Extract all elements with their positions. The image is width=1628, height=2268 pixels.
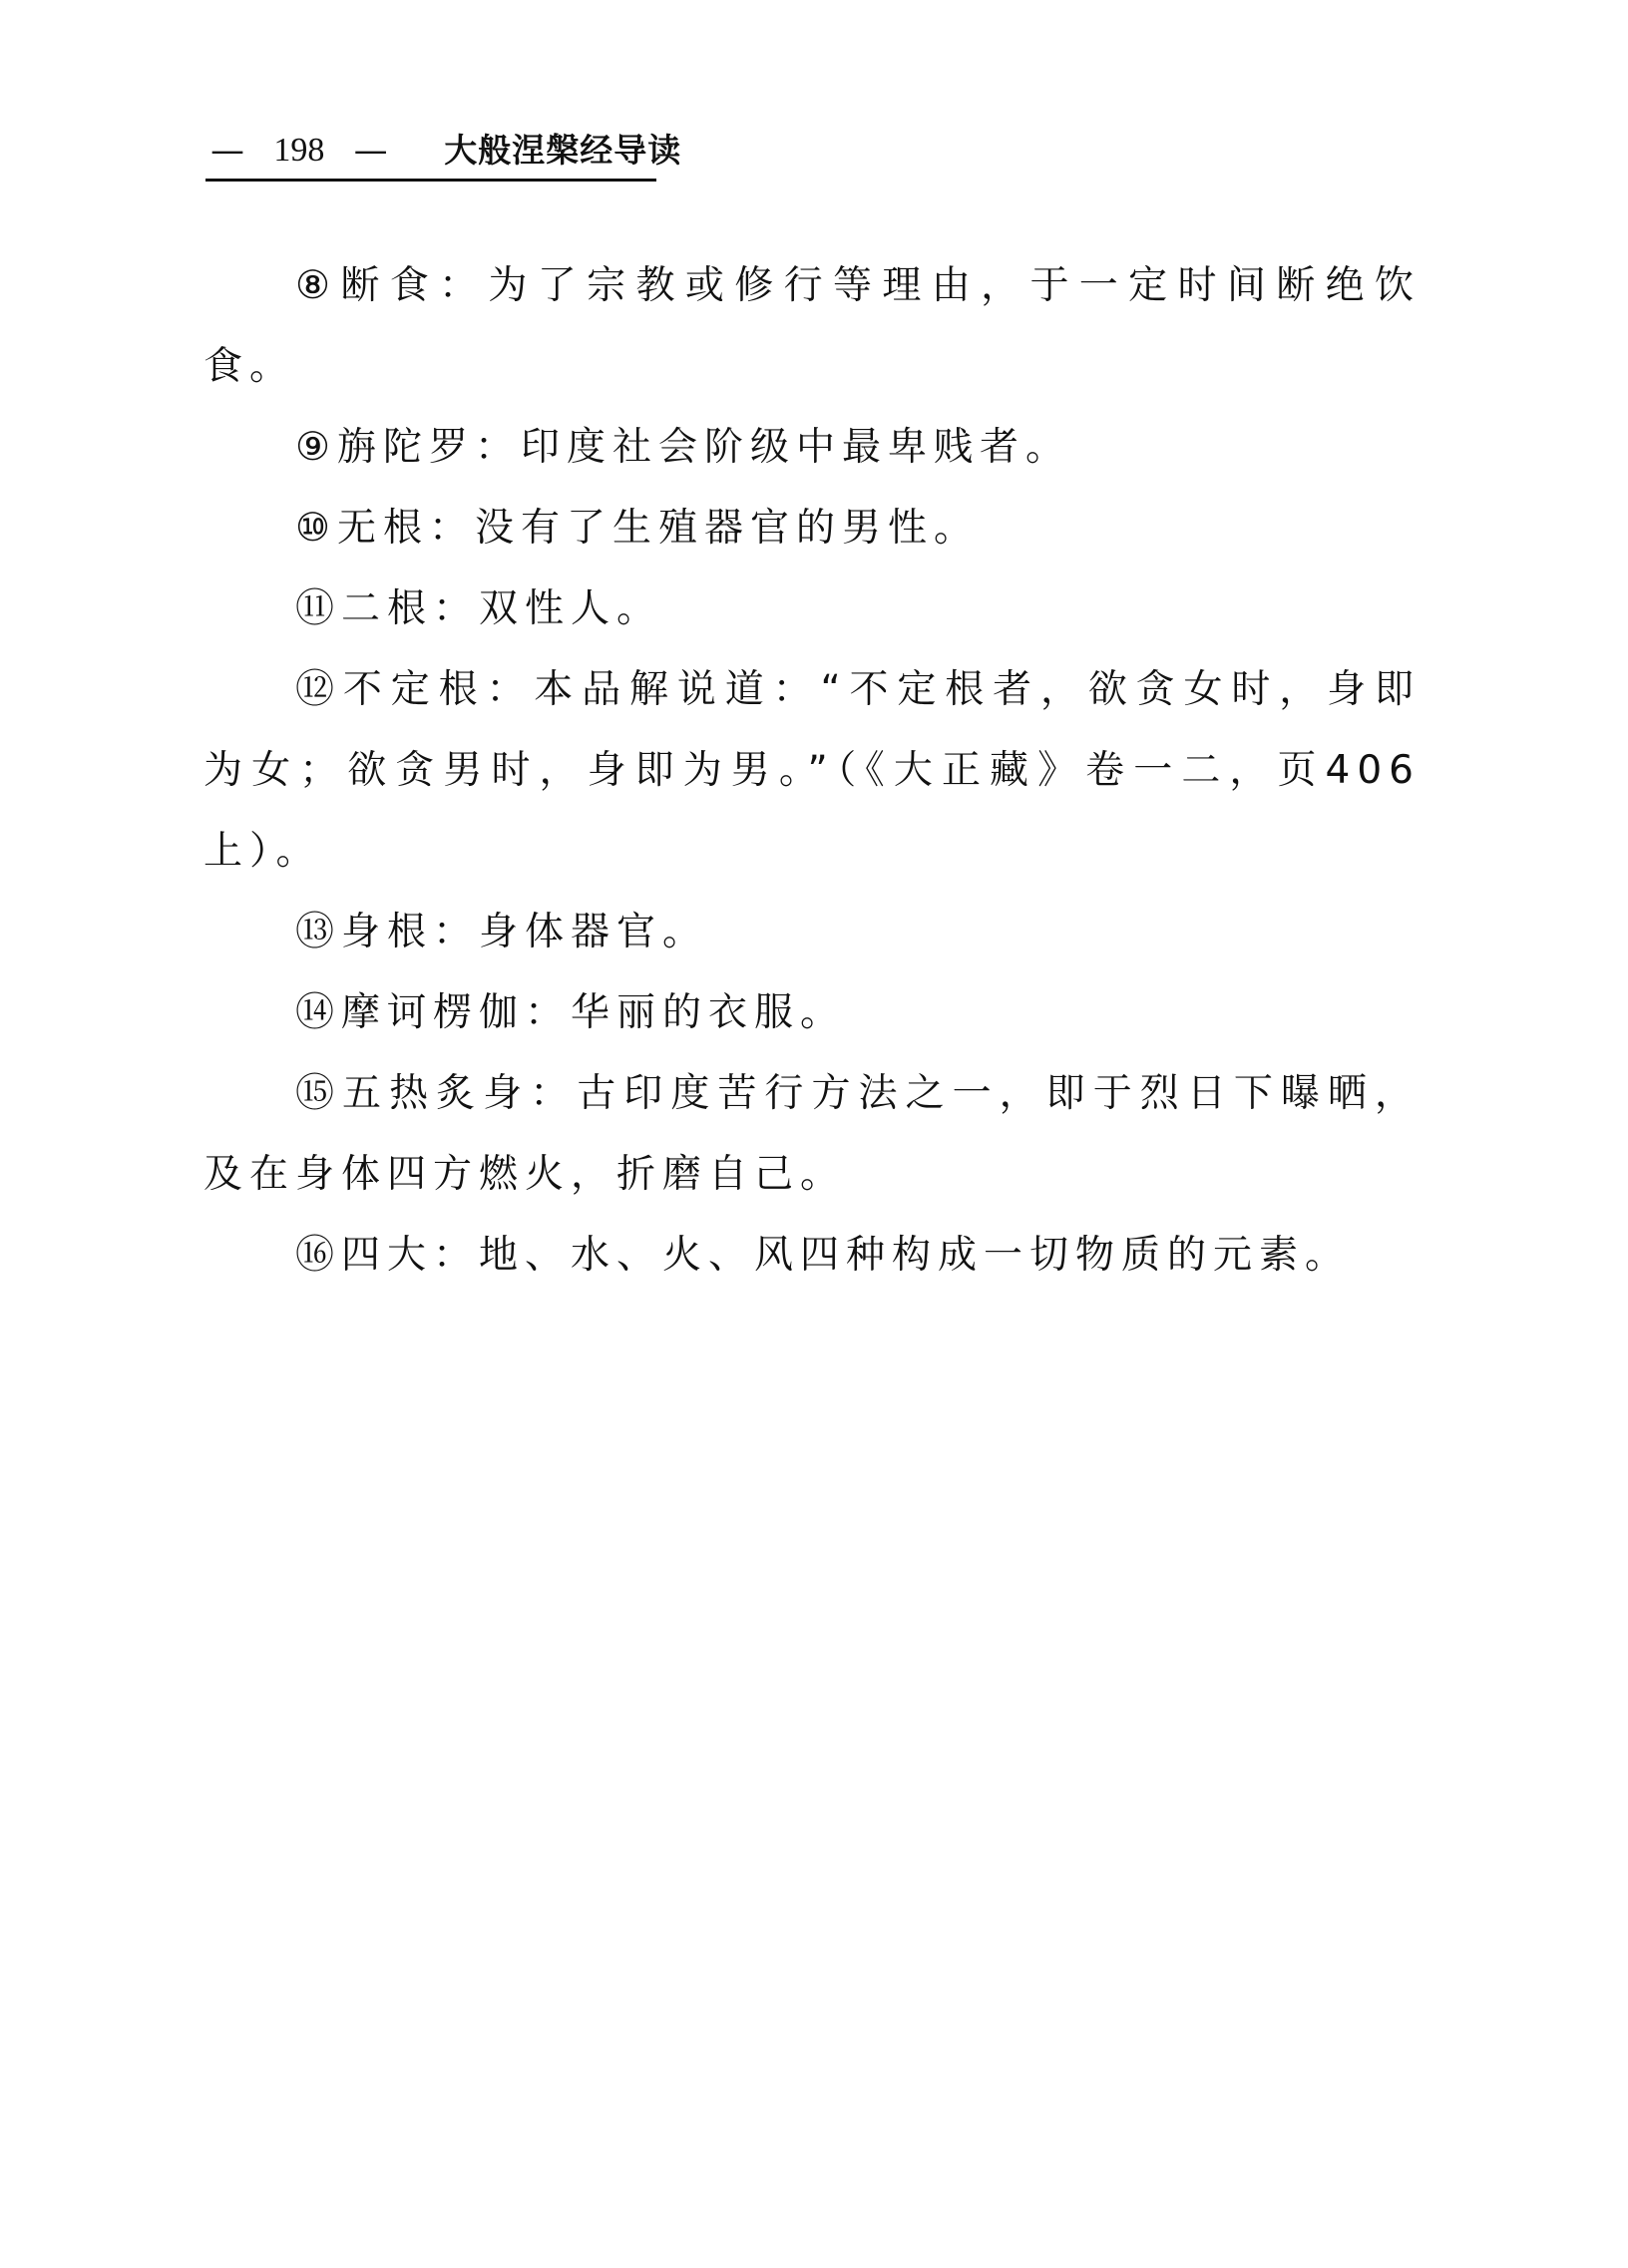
notes-list [204, 245, 1421, 1296]
header-left-dash: — [210, 131, 244, 171]
note-item: ⑭摩诃楞伽：华丽的衣服。 [295, 990, 847, 1035]
note-item: ⑩无根：没有了生殖器官的男性。 [295, 506, 980, 551]
note-item: ⑨旃陀罗：印度社会阶级中最卑贱者。 [295, 425, 1071, 470]
note-item: ⑫不定根：本品解说道：“不定根者，欲贪女时，身即为女；欲贪男时，身即为男。”（《大正藏》卷一二，页406上）。 [204, 667, 1421, 874]
note-item: ⑧断食：为了宗教或修行等理由，于一定时间断绝饮食。 [204, 263, 1421, 389]
note-item: ⑯四大：地、水、火、风四种构成一切物质的元素。 [295, 1233, 1352, 1278]
page-number: 198 [273, 132, 325, 169]
note-item: ⑬身根：身体器官。 [295, 910, 709, 954]
running-header [205, 128, 682, 182]
book-title: 大般涅槃经导读 [444, 131, 682, 170]
note-item: ⑮五热炙身：古印度苦行方法之一，即于烈日下曝晒，及在身体四方燃火，折磨自己。 [204, 1071, 1421, 1197]
note-item: ⑪二根：双性人。 [295, 586, 663, 631]
header-right-dash: — [353, 131, 388, 171]
